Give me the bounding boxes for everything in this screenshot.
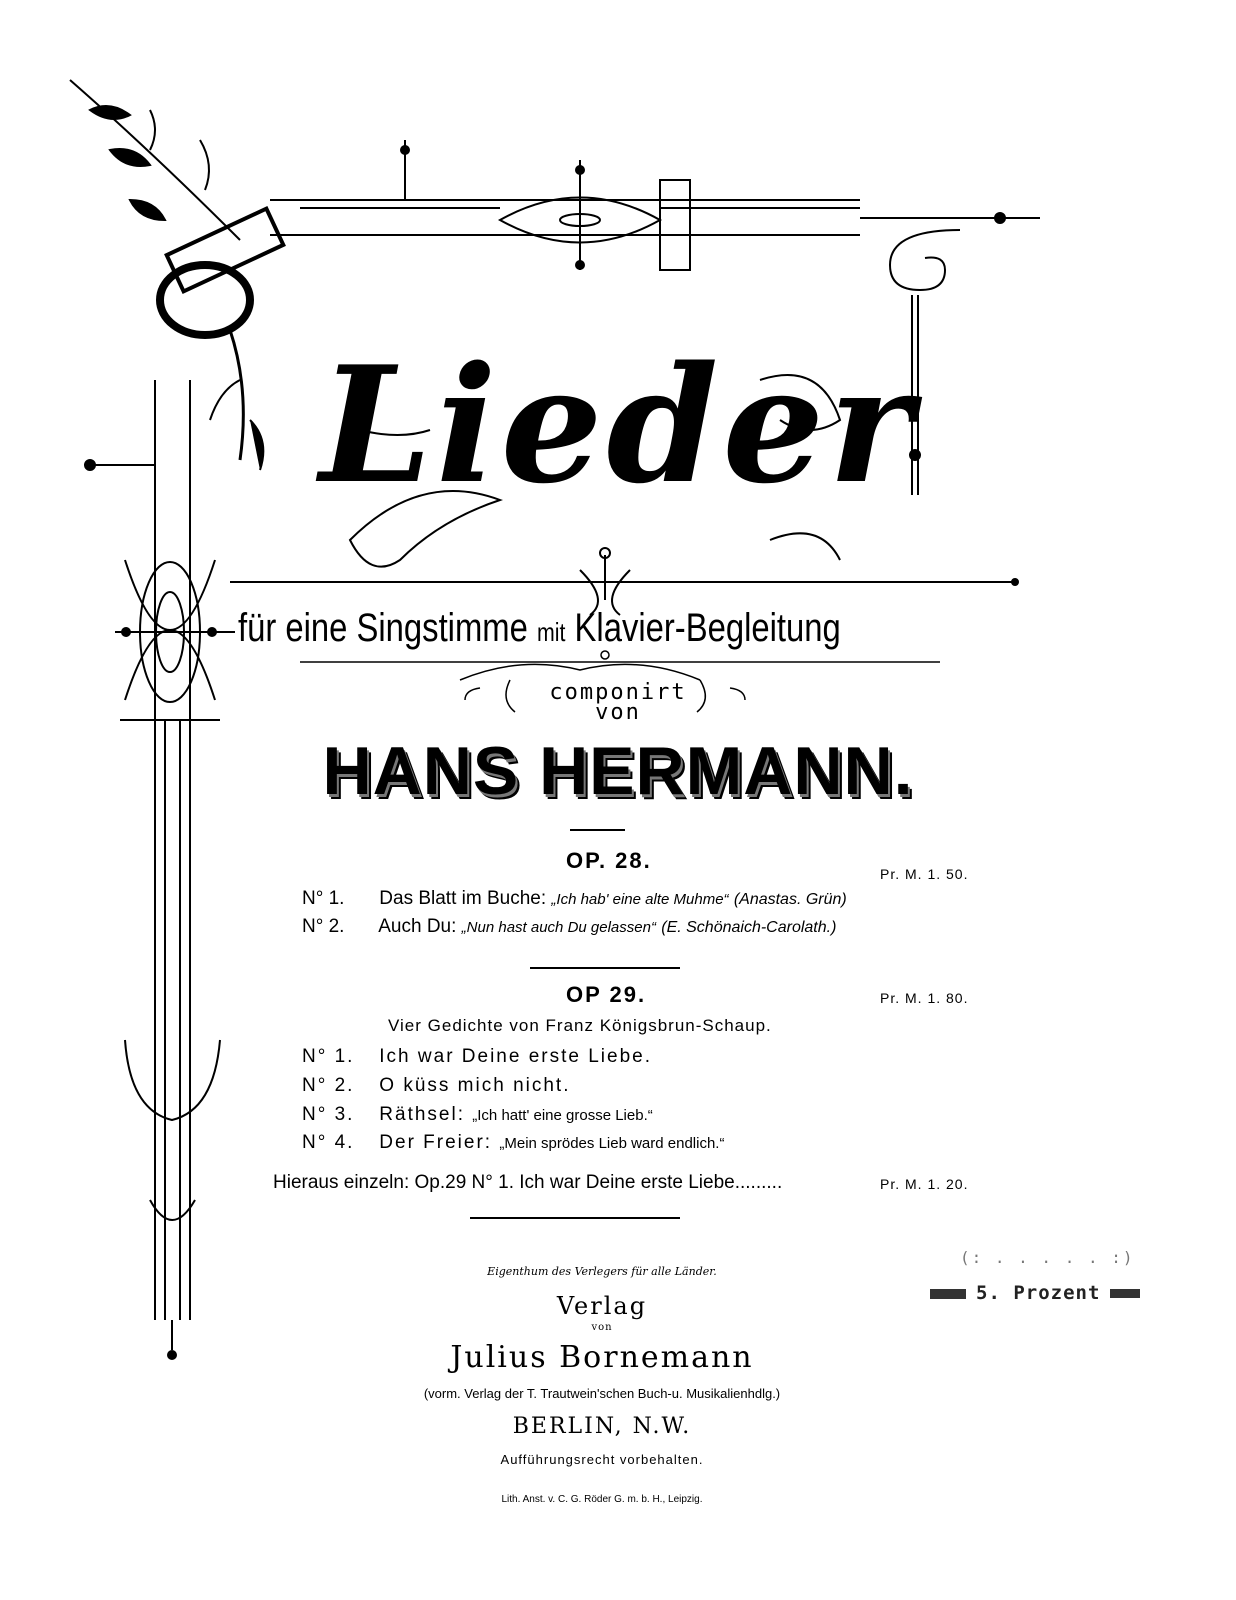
left-column-ornament — [85, 380, 235, 1359]
von-label: von — [595, 700, 641, 725]
item-title: Das Blatt im Buche: — [379, 888, 547, 909]
item-number: N° 1. — [302, 1046, 355, 1067]
op28-item-1 — [302, 888, 847, 910]
stamp-text: 5. Prozent — [976, 1282, 1101, 1304]
op29-item-3 — [302, 1104, 653, 1126]
subtitle-mit: mit — [536, 617, 566, 647]
page-title: Lieder — [319, 331, 917, 519]
composer-name: HANS HERMANN. — [322, 733, 914, 809]
single-edition: Hieraus einzeln: Op.29 N° 1. Ich war Deine erste Liebe......... — [273, 1172, 783, 1193]
op28-heading: OP. 28. — [566, 848, 652, 873]
op29-item-1 — [302, 1046, 652, 1068]
item-quote: „Nun hast auch Du gelassen“ — [461, 919, 656, 936]
item-number: N° 4. — [302, 1132, 355, 1153]
item-quote: „Mein sprödes Lieb ward endlich.“ — [499, 1135, 725, 1152]
item-number: N° 2. — [302, 916, 345, 937]
verlag-label: Verlag — [556, 1292, 648, 1320]
former-publisher: (vorm. Verlag der T. Trautwein'schen Buch-u. Musikalienhdlg.) — [423, 1386, 781, 1401]
op29-subheading: Vier Gedichte von Franz Königsbrun-Schaup. — [388, 1016, 772, 1035]
stamp-smudge — [930, 1289, 966, 1299]
item-title: Der Freier: — [379, 1132, 493, 1153]
stamp-line-1: (: . . . . . :) — [960, 1248, 1135, 1267]
subtitle-part2: Klavier-Begleitung — [574, 606, 841, 650]
performance-rights: Aufführungsrecht vorbehalten. — [500, 1452, 704, 1467]
componirt-label: componirt — [549, 680, 687, 705]
top-border-bar — [270, 140, 1040, 270]
op28-item-2 — [302, 916, 836, 938]
item-title: Räthsel: — [379, 1104, 465, 1125]
item-quote: „Ich hatt' eine grosse Lieb.“ — [472, 1107, 653, 1124]
lithographer: Lith. Anst. v. C. G. Röder G. m. b. H., Leipzig. — [501, 1494, 703, 1505]
single-price: Pr. M. 1. 20. — [880, 1176, 969, 1192]
item-quote: „Ich hab' eine alte Muhme“ — [551, 891, 729, 908]
item-poet: (E. Schönaich-Carolath.) — [661, 919, 837, 936]
item-title: Auch Du: — [378, 916, 457, 937]
item-title: Ich war Deine erste Liebe. — [379, 1046, 653, 1067]
stamp-smudge — [1110, 1289, 1140, 1298]
op29-heading: OP 29. — [566, 982, 647, 1007]
stamp-line-2 — [930, 1282, 1140, 1304]
subtitle-part1: für eine Singstimme — [238, 606, 528, 650]
city: BERLIN, N.W. — [512, 1414, 692, 1439]
item-poet: (Anastas. Grün) — [733, 891, 847, 908]
item-title: O küss mich nicht. — [379, 1075, 571, 1096]
publisher-name: Julius Bornemann — [450, 1340, 754, 1375]
op28-price: Pr. M. 1. 50. — [880, 866, 969, 882]
op29-item-2 — [302, 1075, 571, 1097]
item-number: N° 1. — [302, 888, 345, 909]
item-number: N° 3. — [302, 1104, 355, 1125]
op29-item-4 — [302, 1132, 724, 1154]
verlag-von-label: von — [591, 1322, 613, 1333]
op29-price: Pr. M. 1. 80. — [880, 990, 969, 1006]
item-number: N° 2. — [302, 1075, 355, 1096]
copyright-note: Eigenthum des Verlegers für alle Länder. — [487, 1265, 717, 1278]
subtitle — [238, 606, 841, 651]
